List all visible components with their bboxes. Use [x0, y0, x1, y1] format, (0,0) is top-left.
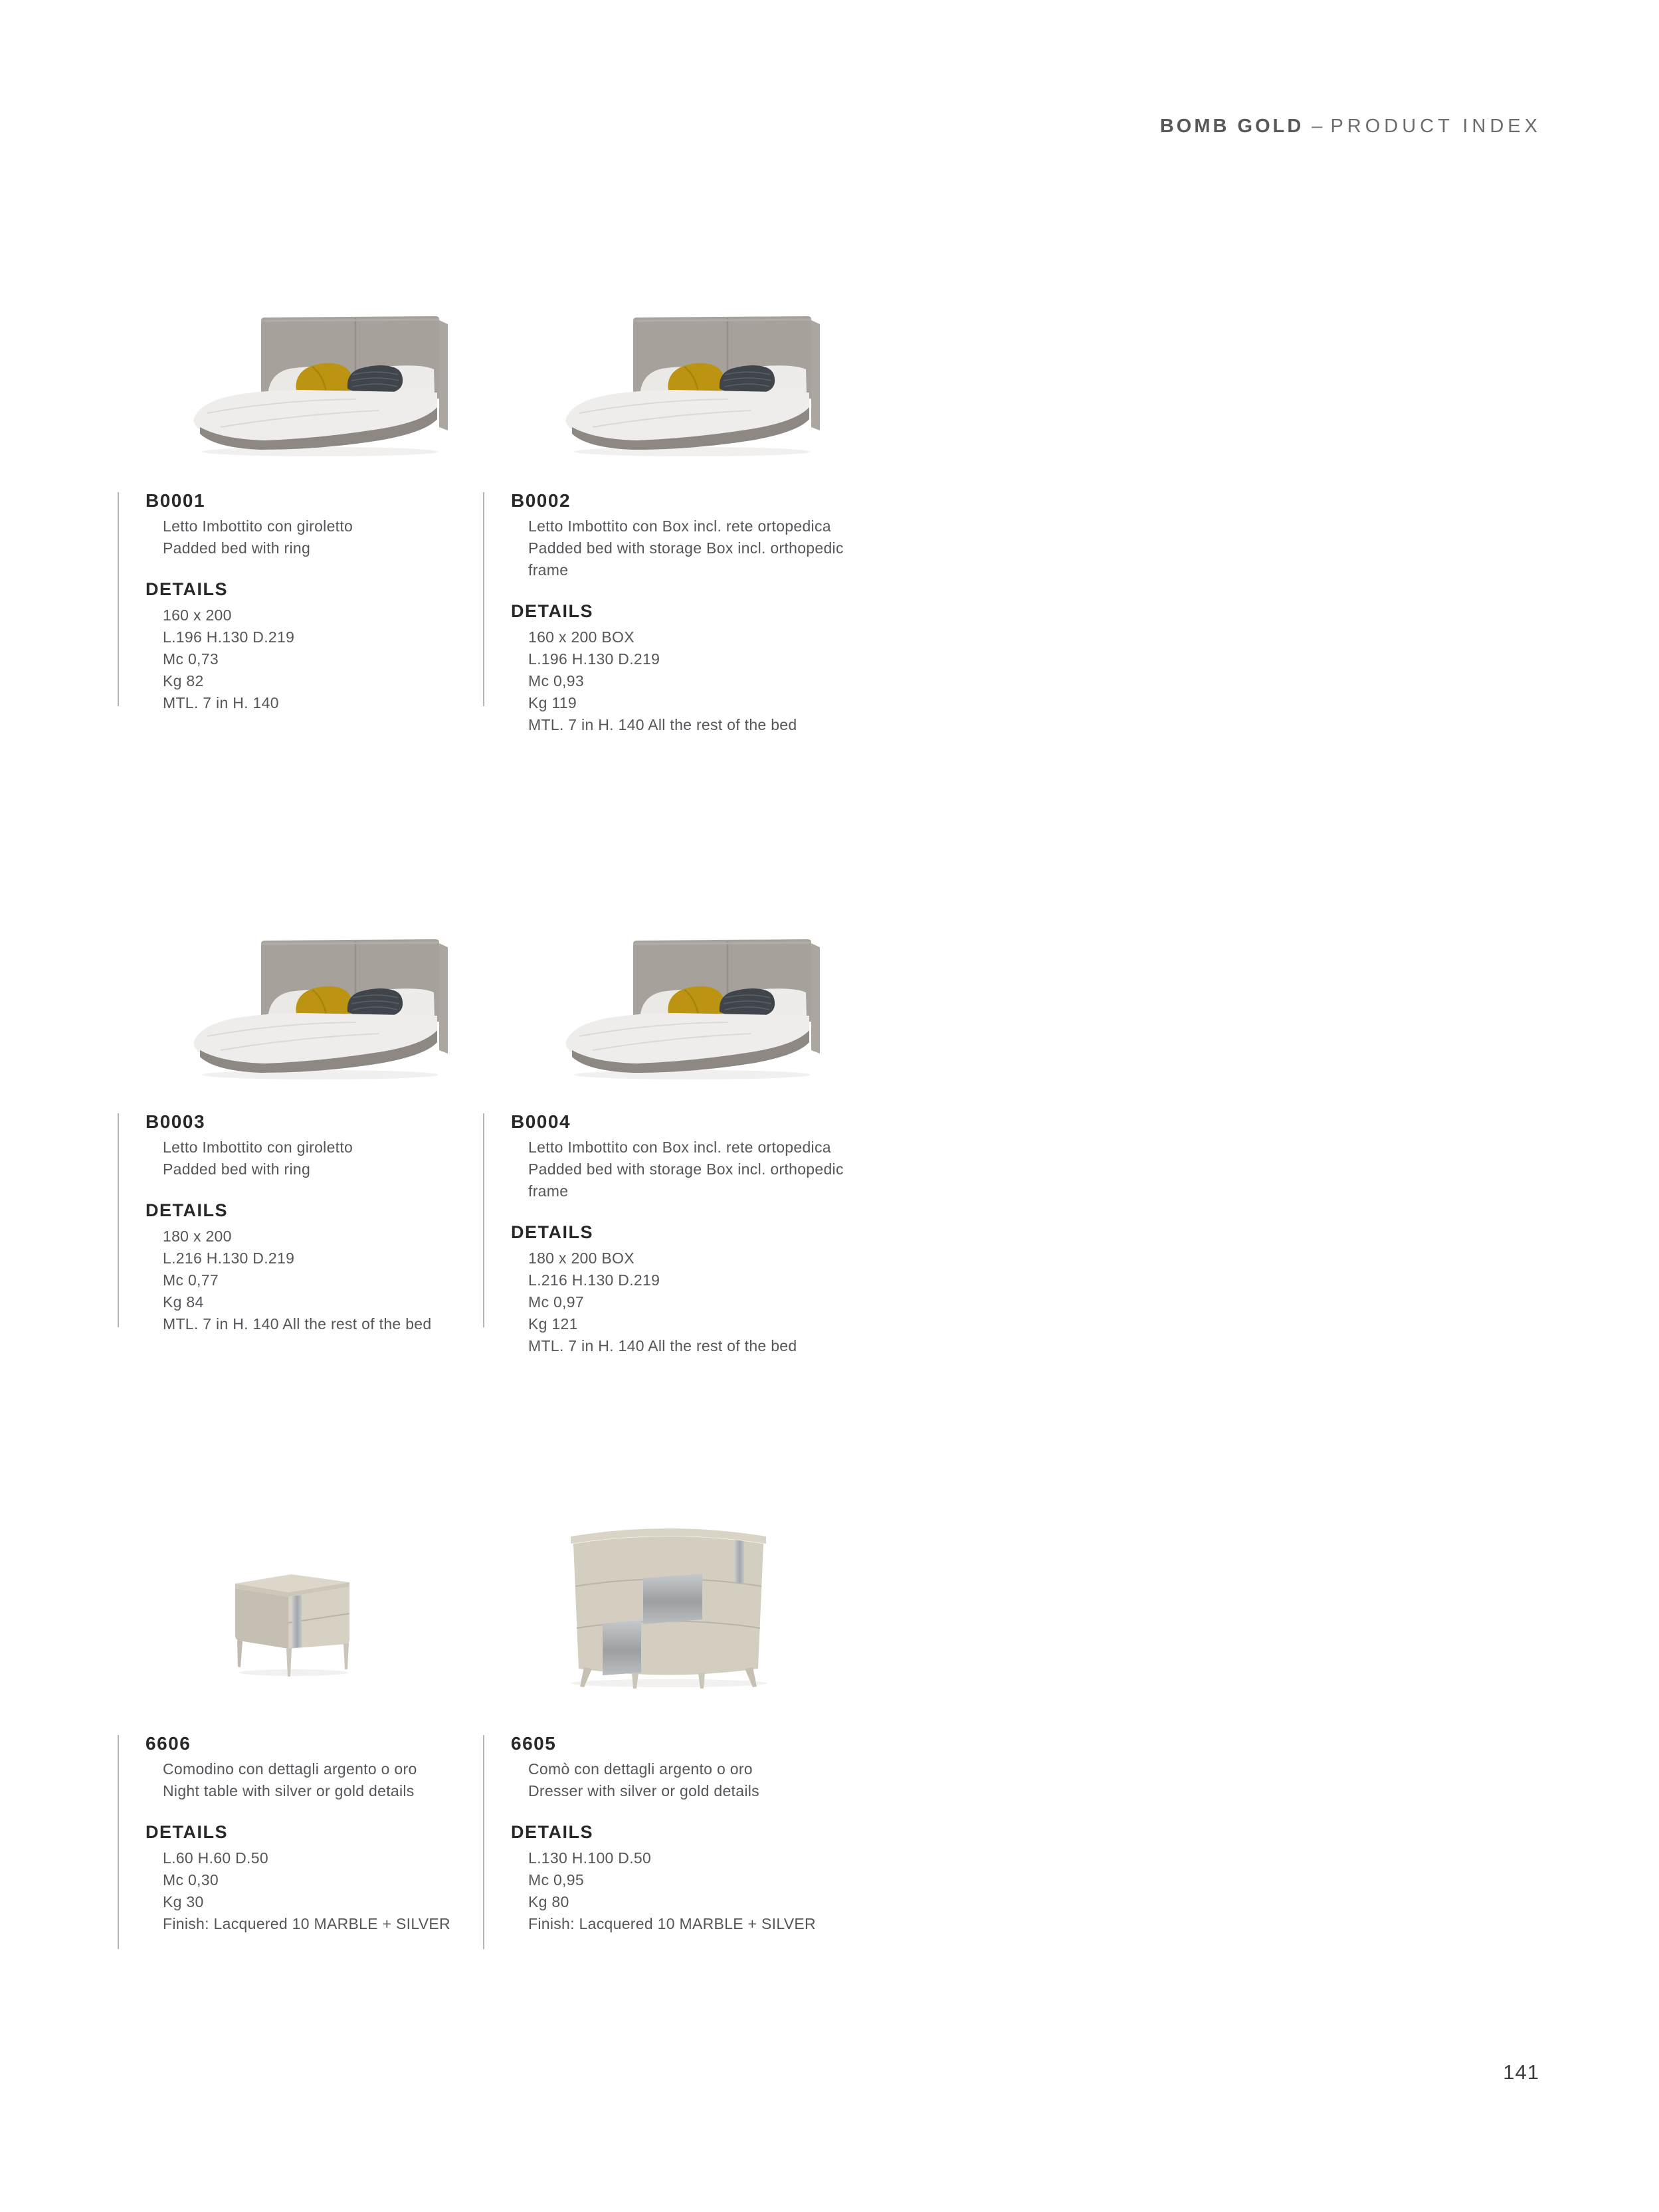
product-description-line: Letto Imbottito con Box incl. rete ortopedica — [528, 517, 831, 535]
product-detail-line: Finish: Lacquered 10 MARBLE + SILVER — [163, 1915, 450, 1932]
bed-image — [532, 299, 844, 458]
product-description-line: frame — [528, 561, 569, 579]
product-description-line: Comò con dettagli argento o oro — [528, 1760, 753, 1778]
details-heading: DETAILS — [511, 1222, 593, 1242]
product-detail-line: Mc 0,95 — [528, 1871, 584, 1889]
product-code: B0001 — [146, 490, 206, 511]
product-card — [118, 1111, 530, 1335]
page-number: 141 — [1503, 2061, 1539, 2084]
product-description-line: Night table with silver or gold details — [163, 1782, 415, 1799]
product-code: 6605 — [511, 1733, 557, 1754]
product-detail-line: L.130 H.100 D.50 — [528, 1849, 652, 1867]
product-description-line: Comodino con dettagli argento o oro — [163, 1760, 417, 1778]
page-title: PRODUCT INDEX — [1330, 116, 1541, 137]
brand-name: BOMB GOLD — [1159, 116, 1304, 137]
page-header — [1160, 116, 1541, 138]
product-detail-line: Kg 84 — [163, 1293, 204, 1311]
product-detail-line: MTL. 7 in H. 140 All the rest of the bed — [528, 1337, 797, 1354]
product-description-line: Letto Imbottito con Box incl. rete ortopedica — [528, 1139, 831, 1156]
details-heading: DETAILS — [146, 1200, 228, 1220]
product-card — [118, 490, 530, 714]
product-detail-line: Mc 0,93 — [528, 672, 584, 690]
product-description-line: Letto Imbottito con giroletto — [163, 517, 353, 535]
details-heading: DETAILS — [146, 1822, 228, 1842]
divider-line — [118, 1735, 119, 1949]
divider-line — [483, 1735, 484, 1949]
product-card — [483, 490, 895, 736]
bed-image — [159, 299, 472, 458]
product-detail-line: L.196 H.130 D.219 — [528, 650, 660, 668]
header-separator: – — [1312, 116, 1323, 137]
product-detail-line: L.216 H.130 D.219 — [528, 1271, 660, 1289]
product-detail-line: Kg 30 — [163, 1893, 204, 1910]
bed-image — [532, 922, 844, 1081]
product-card — [118, 1732, 530, 1935]
product-detail-line: L.196 H.130 D.219 — [163, 628, 295, 646]
divider-line — [118, 1113, 119, 1327]
product-description-line: Letto Imbottito con giroletto — [163, 1139, 353, 1156]
product-card — [483, 1732, 895, 1935]
product-detail-line: 160 x 200 — [163, 606, 232, 624]
divider-line — [483, 492, 484, 706]
product-detail-line: Finish: Lacquered 10 MARBLE + SILVER — [528, 1915, 816, 1932]
product-detail-line: Kg 82 — [163, 672, 204, 690]
product-code: B0002 — [511, 490, 571, 511]
product-detail-line: MTL. 7 in H. 140 — [163, 694, 279, 711]
product-detail-line: MTL. 7 in H. 140 All the rest of the bed — [528, 716, 797, 733]
product-code: B0003 — [146, 1111, 206, 1132]
product-description-line: Dresser with silver or gold details — [528, 1782, 759, 1799]
product-detail-line: MTL. 7 in H. 140 All the rest of the bed — [163, 1315, 432, 1333]
product-description-line: Padded bed with storage Box incl. orthopedic — [528, 539, 844, 557]
product-detail-line: Mc 0,73 — [163, 650, 219, 668]
product-detail-line: 160 x 200 BOX — [528, 628, 634, 646]
details-heading: DETAILS — [146, 579, 228, 599]
details-heading: DETAILS — [511, 601, 593, 621]
product-detail-line: L.216 H.130 D.219 — [163, 1249, 295, 1267]
nightstand-image — [219, 1560, 365, 1679]
product-code: 6606 — [146, 1733, 191, 1754]
product-description-line: Padded bed with ring — [163, 539, 311, 557]
product-detail-line: Kg 119 — [528, 694, 577, 711]
divider-line — [483, 1113, 484, 1327]
divider-line — [118, 492, 119, 706]
bed-image — [159, 922, 472, 1081]
product-detail-line: L.60 H.60 D.50 — [163, 1849, 268, 1867]
product-detail-line: Kg 80 — [528, 1893, 569, 1910]
product-card — [483, 1111, 895, 1357]
product-detail-line: 180 x 200 — [163, 1228, 232, 1245]
details-heading: DETAILS — [511, 1822, 593, 1842]
product-description-line: Padded bed with ring — [163, 1160, 311, 1178]
product-detail-line: Kg 121 — [528, 1315, 578, 1333]
product-detail-line: Mc 0,97 — [528, 1293, 584, 1311]
product-detail-line: Mc 0,77 — [163, 1271, 219, 1289]
product-description-line: frame — [528, 1182, 569, 1200]
product-detail-line: 180 x 200 BOX — [528, 1249, 634, 1267]
dresser-image — [555, 1509, 781, 1689]
product-detail-line: Mc 0,30 — [163, 1871, 219, 1889]
product-code: B0004 — [511, 1111, 571, 1132]
product-description-line: Padded bed with storage Box incl. orthopedic — [528, 1160, 844, 1178]
